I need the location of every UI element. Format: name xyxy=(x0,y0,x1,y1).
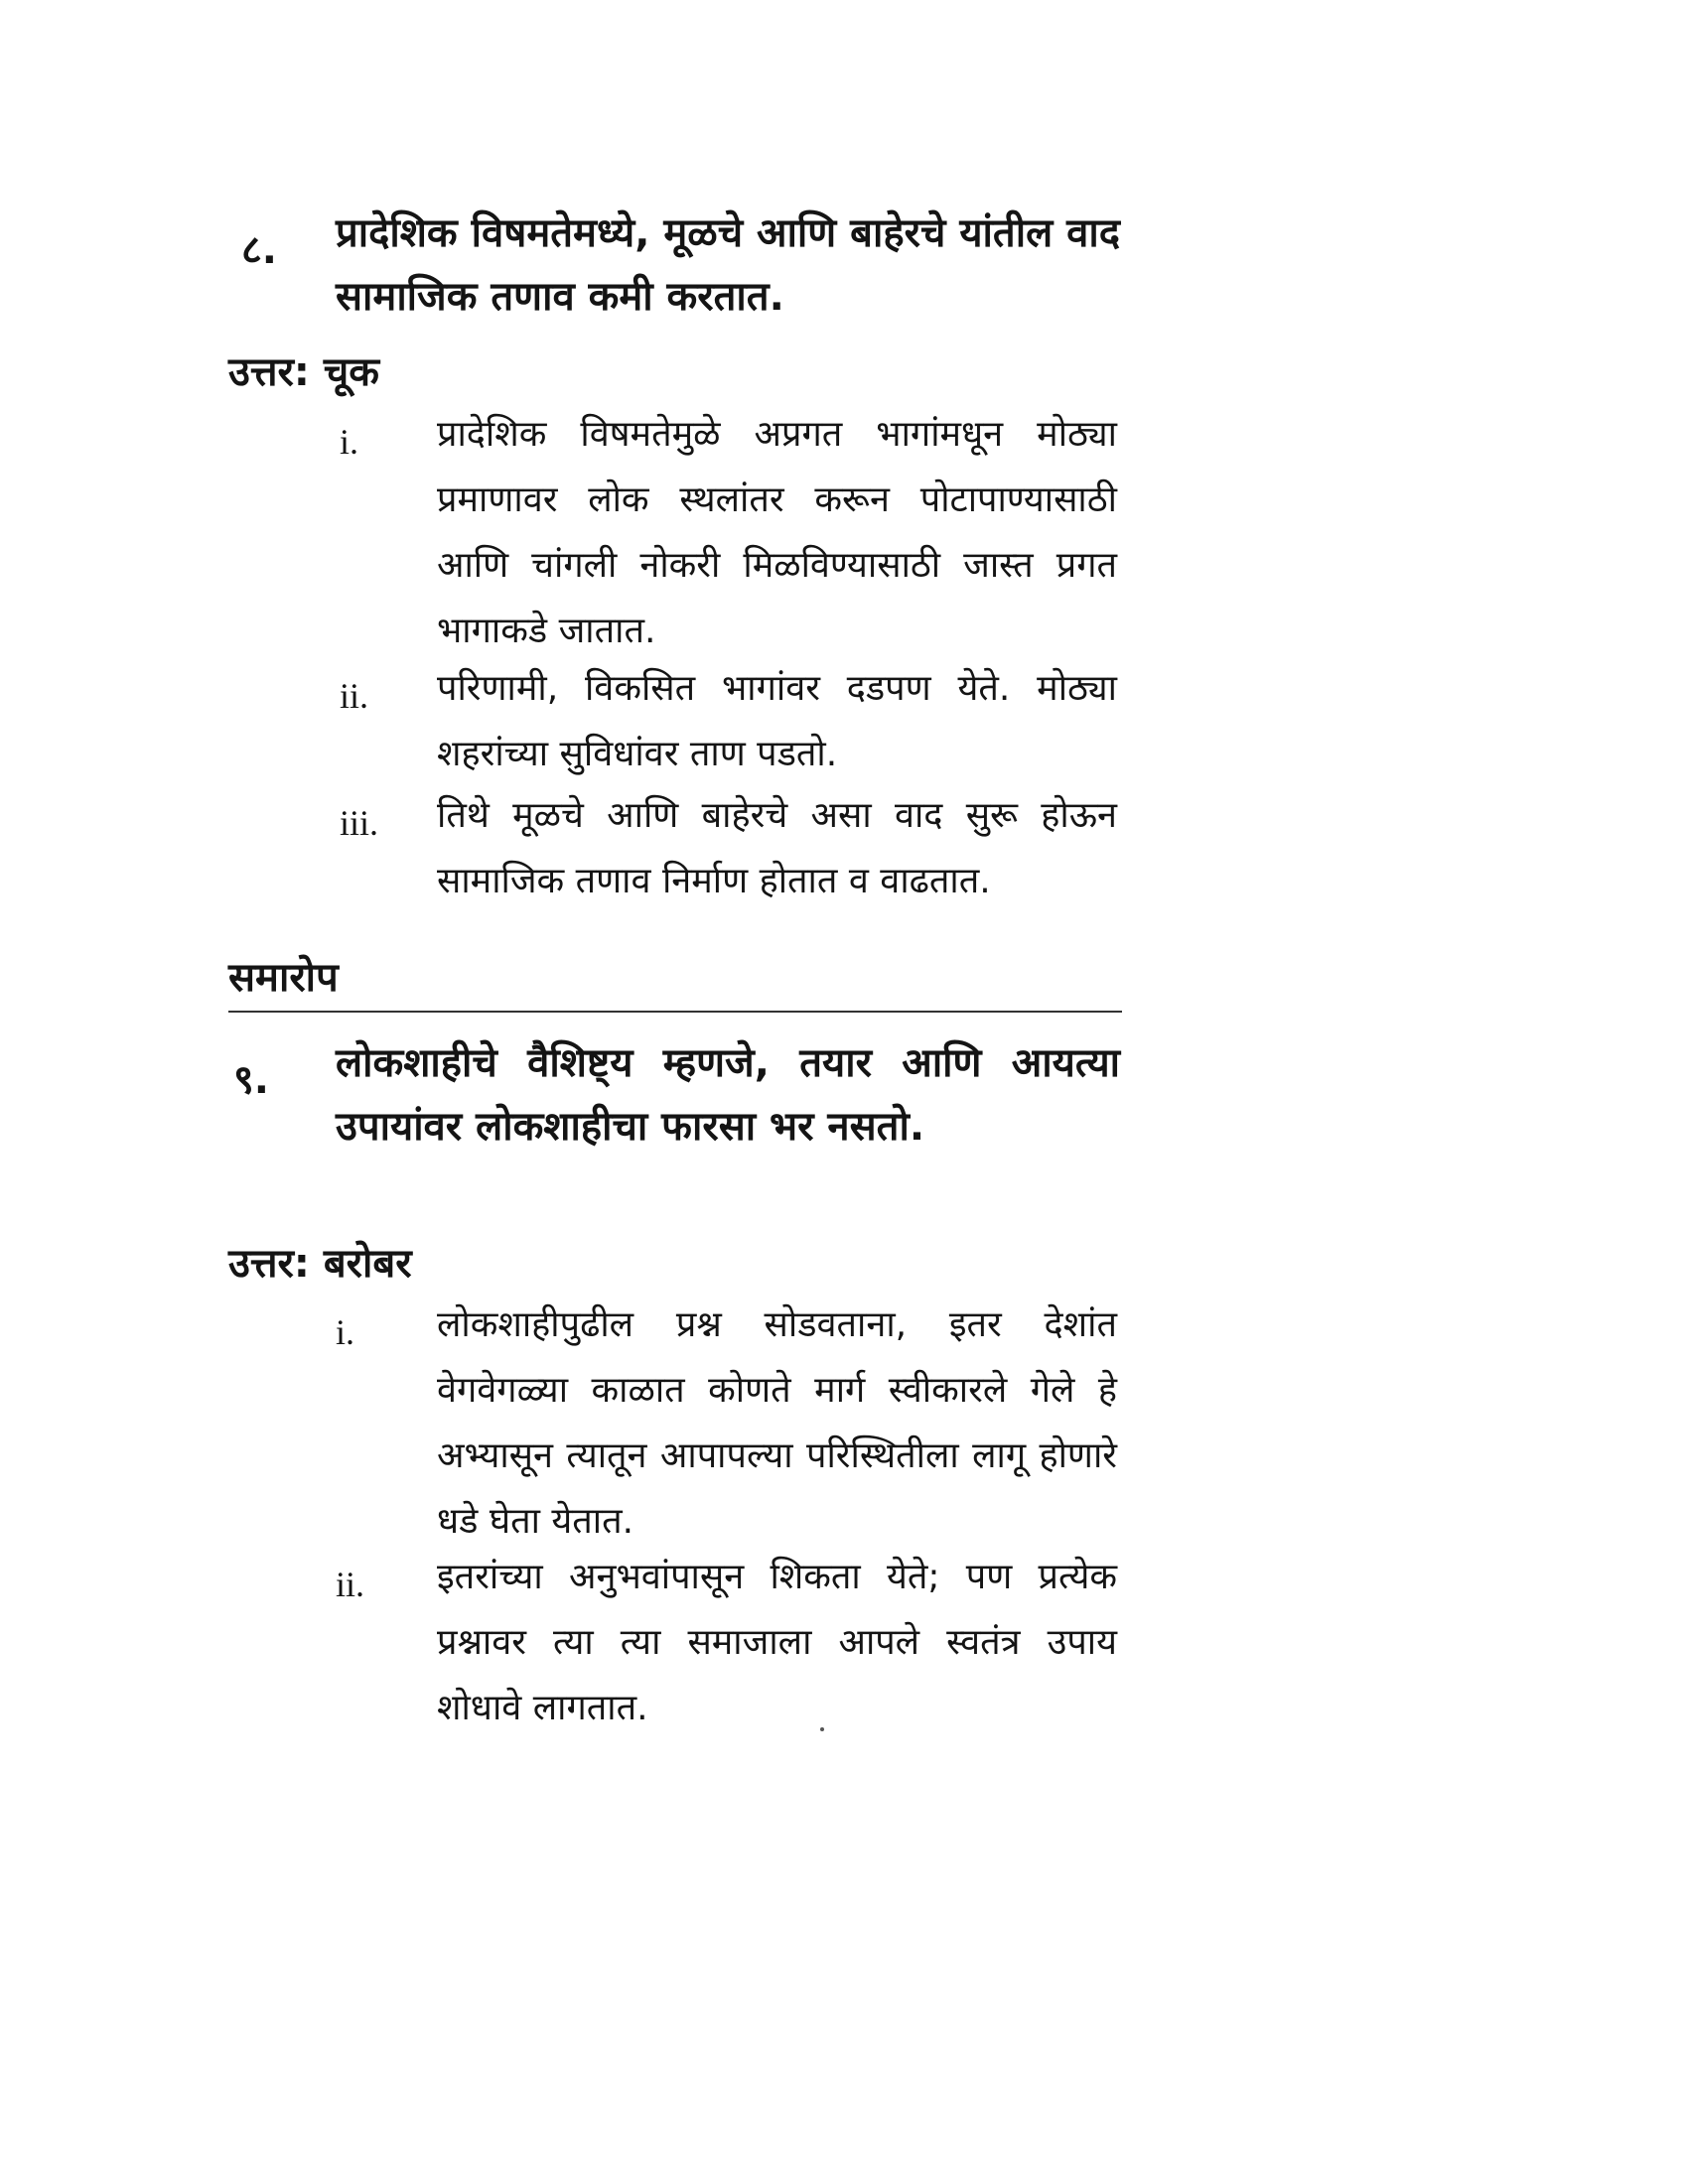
q8-point-1-text: प्रादेशिक विषमतेमुळे अप्रगत भागांमधून मोठ्या प्रमाणावर लोक स्थलांतर करून पोटापाण्यासाठी आणि चांगली नोकरी मिळविण्यासाठी जास्त प्रगत भागाकडे जातात. xyxy=(437,414,1117,651)
q8-point-2-number: ii. xyxy=(340,676,369,716)
question-9-number: ९. xyxy=(233,1057,269,1103)
section-divider xyxy=(228,1011,1122,1013)
q9-point-2-number: ii. xyxy=(336,1565,365,1604)
question-8-text: प्रादेशिक विषमतेमध्ये, मूळचे आणि बाहेरचे यांतील वाद सामाजिक तणाव कमी करतात. xyxy=(336,210,1120,320)
question-8-number: ८. xyxy=(241,227,277,273)
q8-point-1-number: i. xyxy=(340,422,359,462)
question-8-answer: उत्तर: चूक xyxy=(228,349,379,395)
q8-point-2-text: परिणामी, विकसित भागांवर दडपण येते. मोठ्या शहरांच्या सुविधांवर ताण पडतो. xyxy=(437,668,1117,774)
q9-point-2-text: इतरांच्या अनुभवांपासून शिकता येते; पण प्रत्येक प्रश्नावर त्या त्या समाजाला आपले स्वतंत्र उपाय शोधावे लागतात. xyxy=(437,1557,1117,1728)
q8-point-3-text: तिथे मूळचे आणि बाहेरचे असा वाद सुरू होऊन सामाजिक तणाव निर्माण होतात व वाढतात. xyxy=(437,795,1117,901)
q9-point-1-text: लोकशाहीपुढील प्रश्न सोडवताना, इतर देशांत वेगवेगळ्या काळात कोणते मार्ग स्वीकारले गेले हे अभ्यासून त्यातून आपापल्या परिस्थितीला लागू होणारे धडे घेता येतात. xyxy=(437,1304,1117,1542)
q8-point-3-number: iii. xyxy=(340,803,379,843)
question-9-text: लोकशाहीचे वैशिष्ट्य म्हणजे, तयार आणि आयत्या उपायांवर लोकशाहीचा फारसा भर नसतो. xyxy=(336,1040,1120,1150)
question-9-answer: उत्तर: बरोबर xyxy=(228,1241,412,1287)
scan-speck xyxy=(820,1727,824,1731)
section-heading: समारोप xyxy=(228,955,339,1001)
q9-point-1-number: i. xyxy=(336,1312,355,1352)
